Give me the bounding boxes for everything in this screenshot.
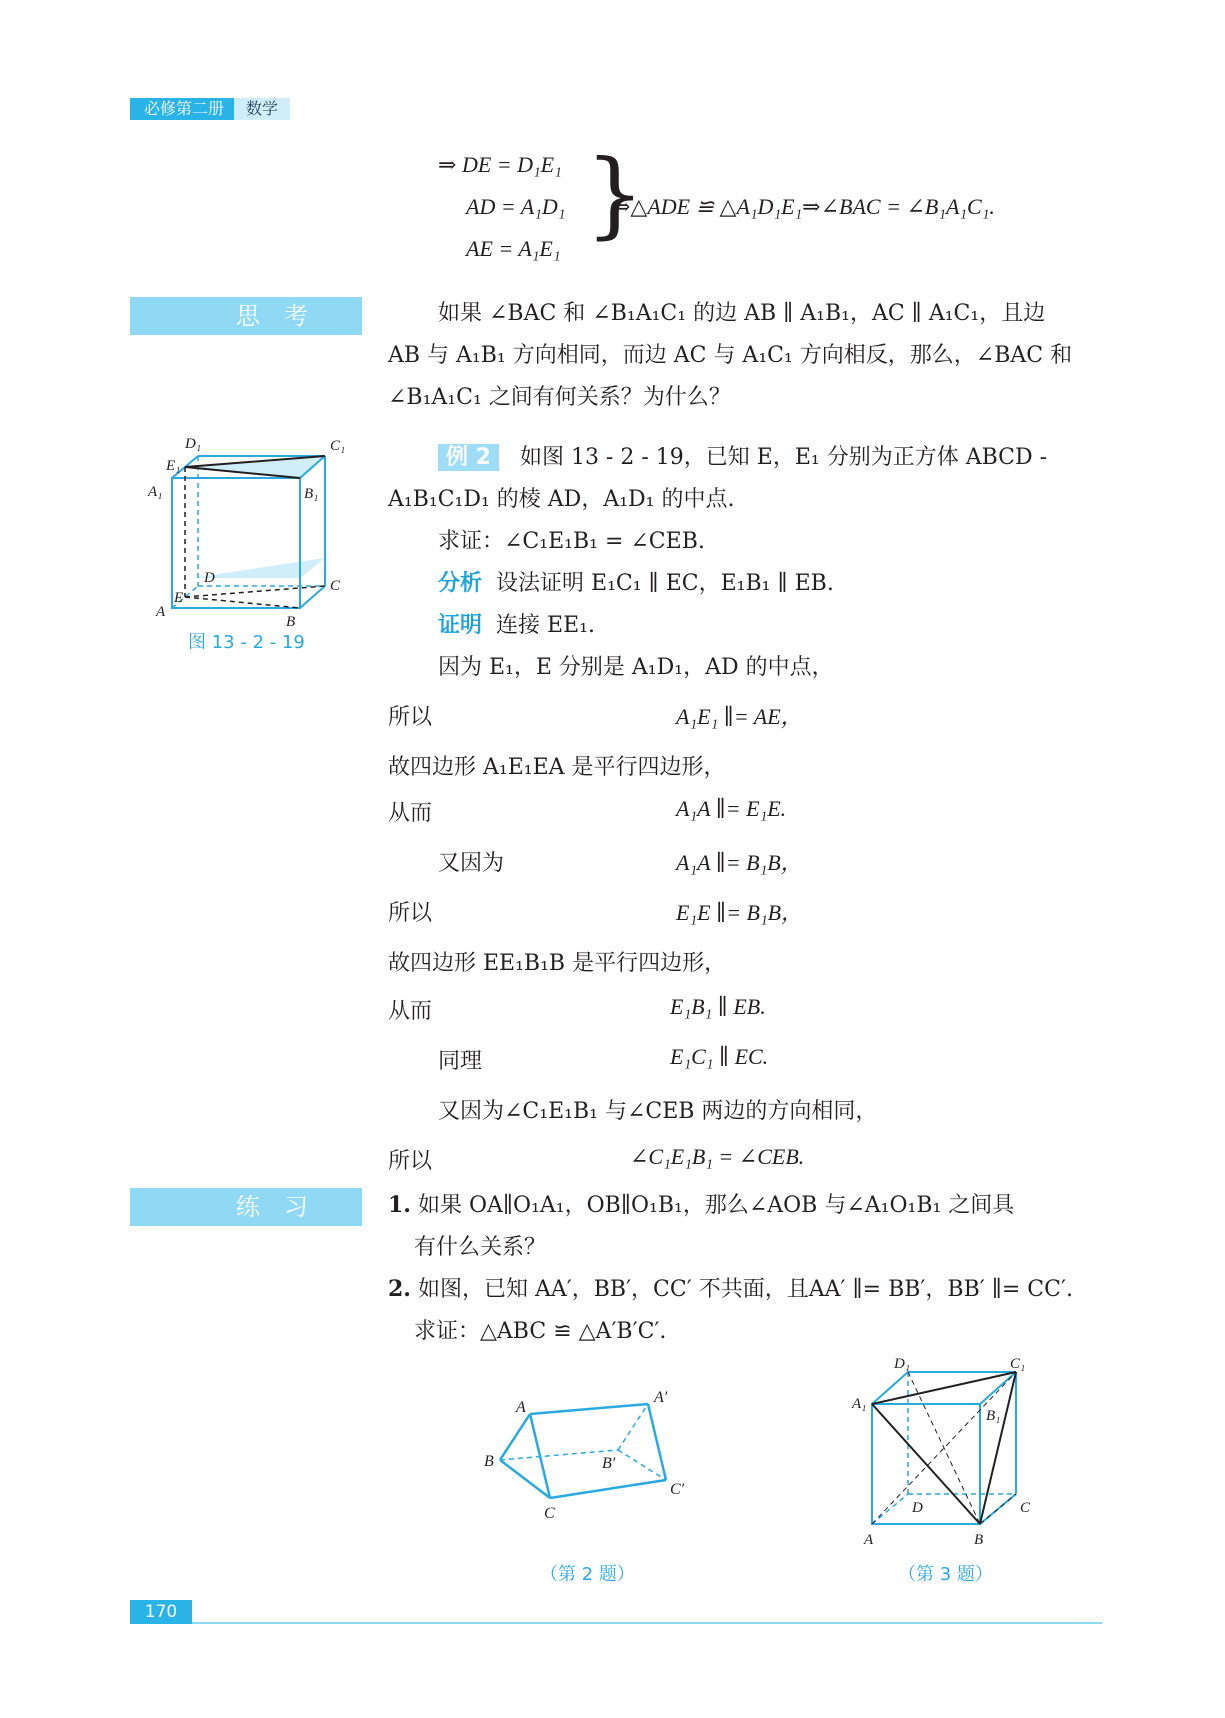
example-line-2: A₁B₁C₁D₁ 的棱 AD，A₁D₁ 的中点. xyxy=(388,487,735,512)
label-B-prime: B′ xyxy=(602,1455,616,1472)
q2-text-a: 如图，已知 AA′，BB′，CC′ 不共面，且AA′ ∥= BB′，BB′ ∥= CC′. xyxy=(417,1277,1073,1302)
step-3-right: A₁A ∥= E₁E. xyxy=(676,796,787,821)
analysis-line xyxy=(438,566,834,597)
q1-text-a: 如果 OA∥O₁A₁，OB∥O₁B₁，那么∠AOB 与∠A₁O₁B₁ 之间具 xyxy=(417,1193,1015,1218)
label-E: E xyxy=(174,590,184,606)
think-label: 思考 xyxy=(130,297,362,335)
step-5-left: 所以 xyxy=(388,901,433,926)
figure-caption-q3: （第 3 题） xyxy=(898,1564,993,1585)
step-1-left: 所以 xyxy=(388,705,433,730)
label-A: A xyxy=(864,1532,874,1548)
example-line-1 xyxy=(438,440,1047,471)
exercise-q1 xyxy=(388,1188,1014,1219)
label-D1: D₁ xyxy=(185,436,202,452)
step-9: 又因为∠C₁E₁B₁ 与∠CEB 两边的方向相同， xyxy=(438,1099,878,1124)
label-D: D xyxy=(912,1500,923,1516)
label-D: D xyxy=(204,570,215,586)
q2-number: 2. xyxy=(388,1276,411,1302)
figure-caption-13-2-19: 图 13 - 2 - 19 xyxy=(188,632,305,653)
label-B1: B₁ xyxy=(986,1408,1001,1424)
step-10-right: ∠C₁E₁B₁ = ∠CEB. xyxy=(630,1144,805,1169)
q1-number: 1. xyxy=(388,1192,411,1218)
subject-title: 数学 xyxy=(234,98,290,120)
step-4-left: 又因为 xyxy=(438,851,505,876)
step-2: 故四边形 A₁E₁EA 是平行四边形， xyxy=(388,755,726,780)
label-C: C xyxy=(330,578,341,594)
example-text-1: 如图 13 - 2 - 19，已知 E，E₁ 分别为正方体 ABCD - xyxy=(519,445,1048,470)
step-3-left: 从而 xyxy=(388,801,433,826)
label-A1: A₁ xyxy=(852,1396,867,1412)
label-B: B xyxy=(286,614,296,628)
label-A: A xyxy=(516,1399,526,1416)
step-7-right: E₁B₁ ∥ EB. xyxy=(670,994,766,1019)
think-line-1: 如果 ∠BAC 和 ∠B₁A₁C₁ 的边 AB ∥ A₁B₁，AC ∥ A₁C₁，且边 xyxy=(438,301,1046,326)
label-C: C xyxy=(544,1505,555,1522)
step-5-right: E₁E ∥= B₁B， xyxy=(676,900,804,925)
step-4-right: A₁A ∥= B₁B， xyxy=(676,850,803,875)
analysis-text: 设法证明 E₁C₁ ∥ EC，E₁B₁ ∥ EB. xyxy=(496,571,834,596)
exercise-label: 练习 xyxy=(130,1188,362,1226)
figure-caption-q2: （第 2 题） xyxy=(540,1564,635,1585)
think-line-3: ∠B₁A₁C₁ 之间有何关系？为什么？ xyxy=(388,385,731,410)
proof-text: 连接 EE₁. xyxy=(496,613,595,638)
derivation-conclusion: ⇒△ADE ≌ △A₁D₁E₁⇒∠BAC = ∠B₁A₁C₁. xyxy=(612,194,995,219)
step-10-left: 所以 xyxy=(388,1149,433,1174)
label-C1: C₁ xyxy=(330,438,346,454)
derivation-line-2: AD = A₁D₁ xyxy=(466,194,566,219)
derivation-eq-1: DE = D₁E₁ xyxy=(461,152,562,177)
label-D1: D₁ xyxy=(894,1356,911,1372)
label-B: B xyxy=(974,1532,984,1548)
step-8-left: 同理 xyxy=(438,1049,483,1074)
cube-figure-q3 xyxy=(850,1354,1040,1554)
proof-label: 证明 xyxy=(438,613,483,638)
derivation-line-3: AE = A₁E₁ xyxy=(466,236,561,261)
step-6: 故四边形 EE₁B₁B 是平行四边形， xyxy=(388,951,727,976)
page-number: 170 xyxy=(130,1600,192,1624)
label-C: C xyxy=(1020,1500,1031,1516)
prism-figure-q2 xyxy=(470,1388,700,1528)
step-7-left: 从而 xyxy=(388,999,433,1024)
right-brace: } xyxy=(585,140,645,249)
derivation-line-1 xyxy=(438,152,562,178)
footer-rule xyxy=(130,1622,1102,1624)
book-title: 必修第二册 xyxy=(130,98,234,120)
label-A-prime: A′ xyxy=(654,1389,668,1406)
think-line-2: AB 与 A₁B₁ 方向相同，而边 AC 与 A₁C₁ 方向相反，那么，∠BAC 和 xyxy=(388,343,1073,368)
step-8-right: E₁C₁ ∥ EC. xyxy=(670,1044,769,1069)
prove-statement: 求证：∠C₁E₁B₁ = ∠CEB. xyxy=(438,529,705,554)
label-C-prime: C′ xyxy=(670,1481,685,1498)
label-A: A xyxy=(156,604,166,620)
label-A1: A₁ xyxy=(148,484,163,500)
example-tag: 例 2 xyxy=(438,444,499,471)
step-0: 因为 E₁，E 分别是 A₁D₁，AD 的中点， xyxy=(438,655,834,680)
label-B: B xyxy=(484,1453,494,1470)
exercise-q2-cont: 求证：△ABC ≌ △A′B′C′. xyxy=(414,1319,667,1344)
step-1-right: A₁E₁ ∥= AE， xyxy=(676,704,803,729)
exercise-q2 xyxy=(388,1272,1073,1303)
cube-figure-13-2-19 xyxy=(140,428,370,628)
label-E1: E₁ xyxy=(166,458,181,474)
exercise-q1-cont: 有什么关系？ xyxy=(414,1235,547,1260)
proof-line xyxy=(438,608,595,639)
analysis-label: 分析 xyxy=(438,571,483,596)
running-header xyxy=(130,98,290,120)
label-B1: B₁ xyxy=(304,486,319,502)
implies-symbol: ⇒ xyxy=(438,152,462,177)
label-C1: C₁ xyxy=(1010,1356,1026,1372)
